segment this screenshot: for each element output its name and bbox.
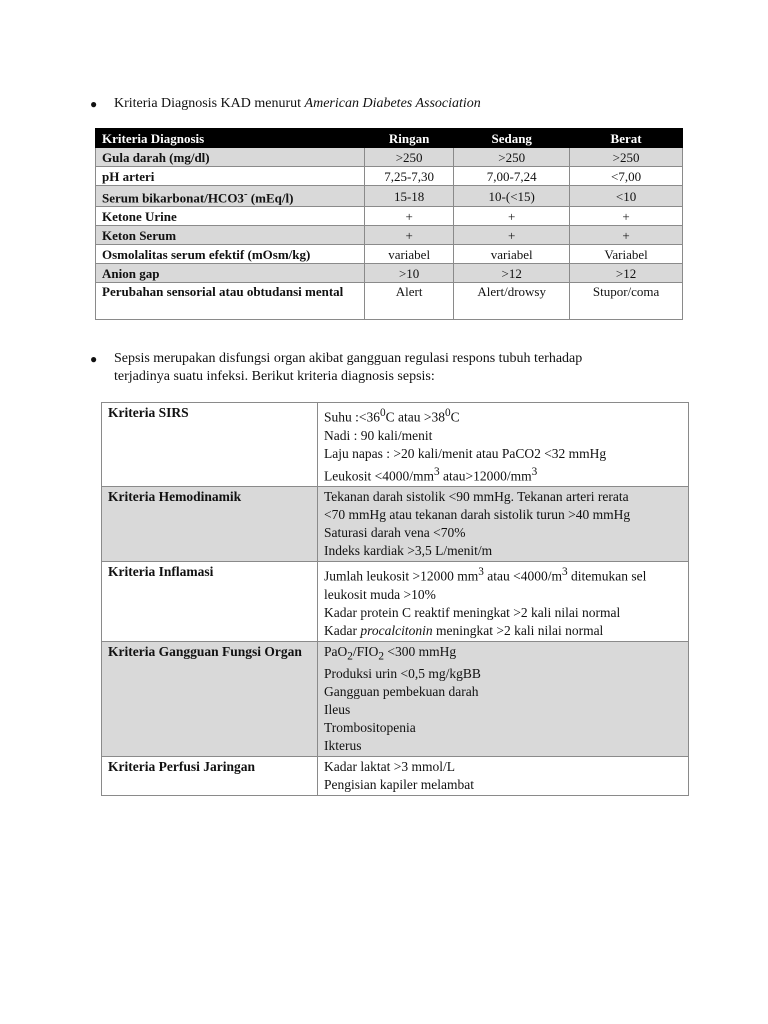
- header-berat: Berat: [570, 129, 683, 148]
- table-row: [96, 186, 683, 207]
- cell-berat: >12: [570, 264, 683, 283]
- cell-berat: <10: [570, 186, 683, 207]
- cell-sedang: +: [454, 207, 570, 226]
- cell-ringan: Alert: [365, 283, 454, 320]
- kad-intro-source: American Diabetes Association: [304, 96, 481, 111]
- table-row: [96, 264, 683, 283]
- row-content: Tekanan darah sistolik <90 mmHg. Tekanan arteri rerata <70 mmHg atau tekanan darah sistolik turun >40 mmHg Saturasi darah vena <70% Indeks kardiak >3,5 L/menit/m: [318, 487, 689, 562]
- header-criteria: Kriteria Diagnosis: [96, 129, 365, 148]
- cell-sedang: Alert/drowsy: [454, 283, 570, 320]
- table-row: [102, 403, 689, 487]
- row-label: Gula darah (mg/dl): [96, 148, 365, 167]
- cell-sedang: 7,00-7,24: [454, 167, 570, 186]
- table-row: [96, 226, 683, 245]
- cell-ringan: variabel: [365, 245, 454, 264]
- cell-sedang: +: [454, 226, 570, 245]
- row-label: Kriteria Hemodinamik: [102, 487, 318, 562]
- cell-berat: >250: [570, 148, 683, 167]
- row-content: $PaO_2/FIO_2 <300$ mmHg Produksi urin <0,5 mg/kgBB Gangguan pembekuan darah Ileus Trombositopenia Ikterus: [318, 641, 689, 757]
- row-content: Kadar laktat >3 mmol/L Pengisian kapiler melambat: [318, 757, 689, 796]
- row-label: Anion gap: [96, 264, 365, 283]
- table-row: [102, 562, 689, 642]
- table-header-row: [96, 129, 683, 148]
- row-label: Ketone Urine: [96, 207, 365, 226]
- kad-intro-text: Kriteria Diagnosis KAD menurut: [114, 96, 305, 111]
- row-label: Kriteria Gangguan Fungsi Organ: [102, 641, 318, 757]
- row-label: Serum bikarbonat/HCO3- (mEq/l): [96, 186, 365, 207]
- row-label: Kriteria SIRS: [102, 403, 318, 487]
- table-row: [96, 283, 683, 320]
- bullet-icon: ●: [90, 352, 98, 366]
- table-row: [96, 207, 683, 226]
- bullet-sepsis-intro: [90, 350, 582, 386]
- kad-criteria-table: [95, 128, 683, 320]
- row-label: Keton Serum: [96, 226, 365, 245]
- row-label: Kriteria Inflamasi: [102, 562, 318, 642]
- row-content: Suhu $:<36^0C$ atau $>38^0C$ Nadi : 90 kali/menit Laju napas : >20 kali/menit atau PaCO2 <32 mmHg Leukosit $<4000/mm^3$ $atau>12000/mm^3$: [318, 403, 689, 487]
- cell-sedang: >12: [454, 264, 570, 283]
- row-label: pH arteri: [96, 167, 365, 186]
- bullet-kad-intro: [90, 95, 481, 113]
- cell-ringan: >250: [365, 148, 454, 167]
- cell-sedang: variabel: [454, 245, 570, 264]
- cell-berat: +: [570, 207, 683, 226]
- row-label: Osmolalitas serum efektif (mOsm/kg): [96, 245, 365, 264]
- cell-berat: Variabel: [570, 245, 683, 264]
- sepsis-criteria-table: [101, 402, 689, 796]
- cell-berat: <7,00: [570, 167, 683, 186]
- table-row: [102, 641, 689, 757]
- cell-ringan: +: [365, 207, 454, 226]
- table-row: [96, 245, 683, 264]
- row-content: Jumlah leukosit >12000 $mm^3$ atau $<4000/m^3$ ditemukan sel leukosit muda >10% Kadar protein C reaktif meningkat >2 kali nilai normal Kadar procalcitonin meningkat >2 kali nilai normal: [318, 562, 689, 642]
- table-row: [102, 487, 689, 562]
- cell-sedang: >250: [454, 148, 570, 167]
- sepsis-intro-line-2: terjadinya suatu infeksi. Berikut kriteria diagnosis sepsis:: [114, 369, 435, 384]
- cell-ringan: 15-18: [365, 186, 454, 207]
- bullet-icon: ●: [90, 97, 98, 111]
- sepsis-intro-line-1: Sepsis merupakan disfungsi organ akibat gangguan regulasi respons tubuh terhadap: [114, 351, 583, 366]
- header-ringan: Ringan: [365, 129, 454, 148]
- cell-sedang: 10-(<15): [454, 186, 570, 207]
- table-row: [96, 148, 683, 167]
- header-sedang: Sedang: [454, 129, 570, 148]
- table-row: [96, 167, 683, 186]
- table-row: [102, 757, 689, 796]
- cell-berat: +: [570, 226, 683, 245]
- cell-ringan: >10: [365, 264, 454, 283]
- row-label: Kriteria Perfusi Jaringan: [102, 757, 318, 796]
- cell-berat: Stupor/coma: [570, 283, 683, 320]
- cell-ringan: +: [365, 226, 454, 245]
- row-label: Perubahan sensorial atau obtudansi mental: [96, 283, 365, 320]
- cell-ringan: 7,25-7,30: [365, 167, 454, 186]
